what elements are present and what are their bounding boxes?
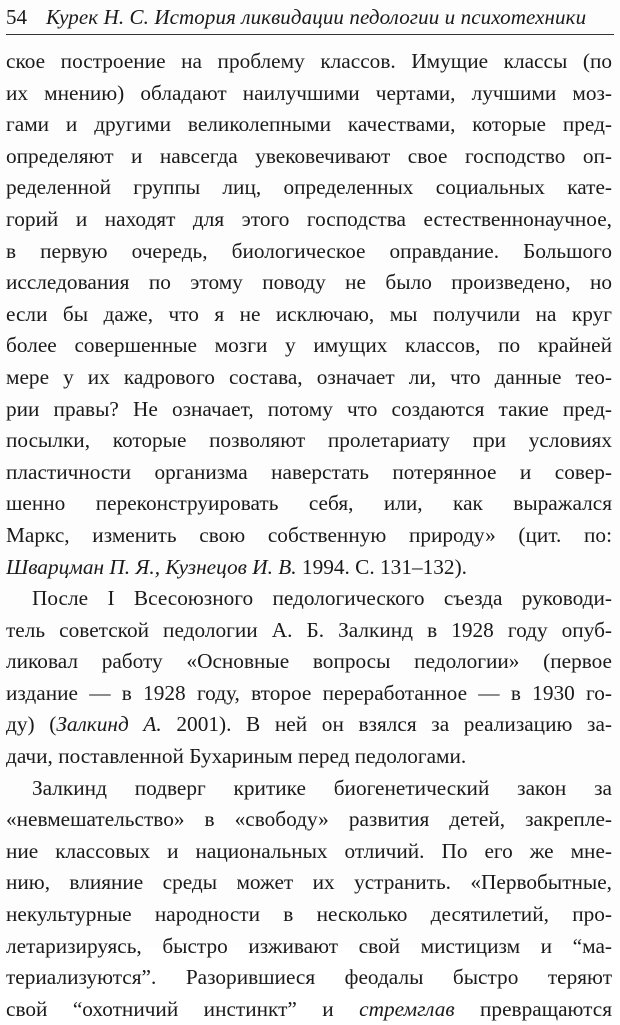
- text-run: териализуются”. Разорившиеся феодалы быстро теряют: [6, 965, 612, 990]
- italic-citation: Шварцман П. Я., Кузнецов И. В.: [6, 554, 297, 579]
- text-run: Залкинд подверг критике биогенетический закон за: [32, 775, 612, 800]
- text-line: [6, 994, 612, 1025]
- text-line: [6, 394, 612, 426]
- text-run: издание — в 1928 году, второе переработанное — в 1930 го-: [6, 680, 612, 705]
- text-line: [6, 962, 612, 994]
- text-run: пластичности организма наверстать потерянное и совер-: [6, 459, 612, 484]
- text-run: 2001). В ней он взялся за реализацию за-: [161, 712, 612, 737]
- text-run: дачи, поставленной Бухариным перед педологами.: [6, 744, 467, 769]
- text-run: горий и находят для этого господства естественнонаучное,: [6, 206, 612, 231]
- text-run: исследования по этому поводу не было произведено, но: [6, 270, 612, 295]
- running-head: [6, 2, 614, 36]
- text-line: [6, 552, 612, 584]
- text-line: [6, 141, 612, 173]
- text-line: [6, 488, 612, 520]
- text-run: если бы даже, что я не исключаю, мы получили на круг: [6, 301, 612, 326]
- text-line: [6, 867, 612, 899]
- text-line: [6, 520, 612, 552]
- text-line: [6, 709, 612, 741]
- text-line: [6, 267, 612, 299]
- text-line: [6, 741, 612, 773]
- text-line: [6, 362, 612, 394]
- text-run: ду) (: [6, 712, 57, 737]
- text-run: их мнению) обладают наилучшими чертами, лучшими моз-: [6, 80, 612, 105]
- page-number: 54: [6, 5, 27, 29]
- text-run: определяют и навсегда увековечивают свое господство оп-: [6, 143, 612, 168]
- text-run: После I Всесоюзного педологического съезда руководи-: [32, 586, 612, 611]
- text-run: тель советской педологии А. Б. Залкинд в 1928 году опуб-: [6, 617, 612, 642]
- text-line: [6, 78, 612, 110]
- text-line: [6, 678, 612, 710]
- italic-citation: стремглав: [359, 996, 455, 1021]
- text-line: [6, 172, 612, 204]
- text-run: посылки, которые позволяют пролетариату при условиях: [6, 428, 612, 453]
- text-run: в первую очередь, биологическое оправдание. Большого: [6, 238, 612, 263]
- text-run: «невмешательство» в «свободу» развития детей, закрепле-: [6, 807, 612, 832]
- running-title: Курек Н. С. История ликвидации педологии и психотехники: [46, 5, 587, 29]
- text-run: Маркс, изменить свою собственную природу» (цит. по:: [6, 522, 612, 547]
- text-line: [6, 583, 612, 615]
- text-run: летаризируясь, быстро изживают свой мистицизм и “ма-: [6, 933, 612, 958]
- text-line: [6, 109, 612, 141]
- text-line: [6, 299, 612, 331]
- text-line: [6, 330, 612, 362]
- text-line: [6, 46, 612, 78]
- text-run: 1994. С. 131–132).: [296, 554, 467, 579]
- text-line: [6, 931, 612, 963]
- text-run: ликовал работу «Основные вопросы педологии» (первое: [6, 649, 612, 674]
- text-line: [6, 236, 612, 268]
- header-rule: [6, 34, 614, 35]
- text-line: [6, 615, 612, 647]
- text-run: мере у их кадрового состава, означает ли, что данные тео-: [6, 364, 612, 389]
- text-run: рии правы? Не означает, потому что создаются такие пред-: [6, 396, 612, 421]
- text-line: [6, 204, 612, 236]
- text-run: ние классовых и национальных отличий. По его же мне-: [6, 838, 612, 863]
- text-line: [6, 899, 612, 931]
- text-line: [6, 804, 612, 836]
- text-run: шенно переконструировать себя, или, как выражался: [6, 491, 612, 516]
- body-text: [6, 46, 612, 1025]
- text-run: нию, влияние среды может их устранить. «Первобытные,: [6, 870, 612, 895]
- text-run: ределенной группы лиц, определенных социальных кате-: [6, 175, 612, 200]
- text-line: [6, 773, 612, 805]
- text-run: более совершенные мозги у имущих классов, по крайней: [6, 333, 612, 358]
- text-line: [6, 836, 612, 868]
- text-run: гами и другими великолепными качествами, которые пред-: [6, 112, 612, 137]
- text-run: ское построение на проблему классов. Имущие классы (по: [6, 49, 612, 73]
- text-run: свой “охотничий инстинкт” и: [6, 996, 360, 1021]
- text-line: [6, 457, 612, 489]
- text-line: [6, 425, 612, 457]
- text-run: превращаются: [454, 996, 612, 1021]
- text-line: [6, 646, 612, 678]
- italic-citation: Залкинд А.: [56, 712, 162, 737]
- text-run: некультурные народности в несколько десятилетий, про-: [6, 902, 612, 927]
